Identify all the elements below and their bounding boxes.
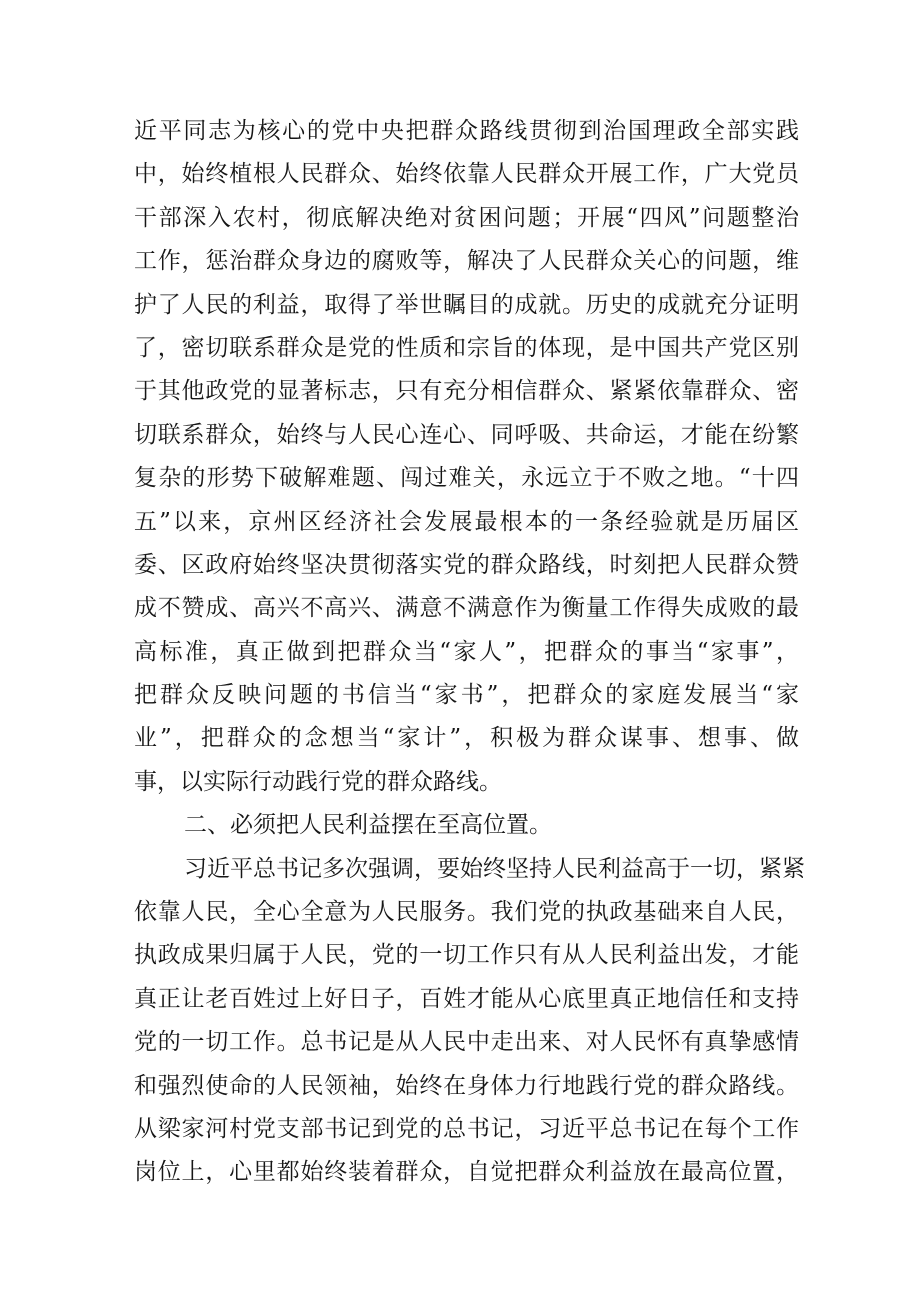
paragraph-line: 业”，把群众的念想当“家计”，积极为群众谋事、想事、做 — [134, 725, 799, 752]
paragraph-line: 从梁家河村党支部书记到党的总书记，习近平总书记在每个工作 — [134, 1115, 799, 1142]
paragraph-line: 护了人民的利益，取得了举世瞩目的成就。历史的成就充分证明 — [134, 291, 799, 318]
paragraph-line: 岗位上，心里都始终装着群众，自觉把群众利益放在最高位置， — [134, 1159, 799, 1186]
paragraph-line: 把群众反映问题的书信当“家书”，把群众的家庭发展当“家 — [134, 682, 799, 709]
paragraph-2 — [134, 848, 805, 1195]
paragraph-line: 真正让老百姓过上好日子，百姓才能从心底里真正地信任和支持 — [134, 985, 799, 1012]
paragraph-line: 复杂的形势下破解难题、闯过难关，永远立于不败之地。“十四 — [134, 465, 799, 492]
paragraph-line: 委、区政府始终坚决贯彻落实党的群众路线，时刻把人民群众赞 — [134, 551, 799, 578]
paragraph-line: 了，密切联系群众是党的性质和宗旨的体现，是中国共产党区别 — [134, 334, 799, 361]
paragraph-line: 中，始终植根人民群众、始终依靠人民群众开展工作，广大党员 — [134, 161, 799, 188]
paragraph-line: 高标准，真正做到把群众当“家人”，把群众的事当“家事”， — [134, 638, 799, 665]
document-body — [134, 110, 805, 1195]
paragraph-line: 五”以来，京州区经济社会发展最根本的一条经验就是历届区 — [134, 508, 799, 535]
paragraph-line: 和强烈使命的人民领袖，始终在身体力行地践行党的群众路线。 — [134, 1072, 799, 1099]
paragraph-line: 习近平总书记多次强调，要始终坚持人民利益高于一切，紧紧 — [184, 855, 805, 882]
paragraph-line: 工作，惩治群众身边的腐败等，解决了人民群众关心的问题，维 — [134, 248, 799, 275]
paragraph-line: 切联系群众，始终与人民心连心、同呼吸、共命运，才能在纷繁 — [134, 421, 799, 448]
paragraph-line: 党的一切工作。总书记是从人民中走出来、对人民怀有真挚感情 — [134, 1029, 799, 1056]
paragraph-1 — [134, 110, 799, 804]
paragraph-line: 依靠人民，全心全意为人民服务。我们党的执政基础来自人民， — [134, 899, 799, 926]
paragraph-line: 于其他政党的显著标志，只有充分相信群众、紧紧依靠群众、密 — [134, 378, 799, 405]
paragraph-line: 成不赞成、高兴不高兴、满意不满意作为衡量工作得失成败的最 — [134, 595, 799, 622]
paragraph-line: 近平同志为核心的党中央把群众路线贯彻到治国理政全部实践 — [134, 118, 799, 144]
section-heading: 二、必须把人民利益摆在至高位置。 — [184, 812, 552, 839]
paragraph-line: 事，以实际行动践行党的群众路线。 — [134, 768, 502, 795]
paragraph-line: 执政成果归属于人民，党的一切工作只有从人民利益出发，才能 — [134, 942, 799, 969]
paragraph-line: 干部深入农村，彻底解决绝对贫困问题；开展“四风”问题整治 — [134, 204, 799, 231]
